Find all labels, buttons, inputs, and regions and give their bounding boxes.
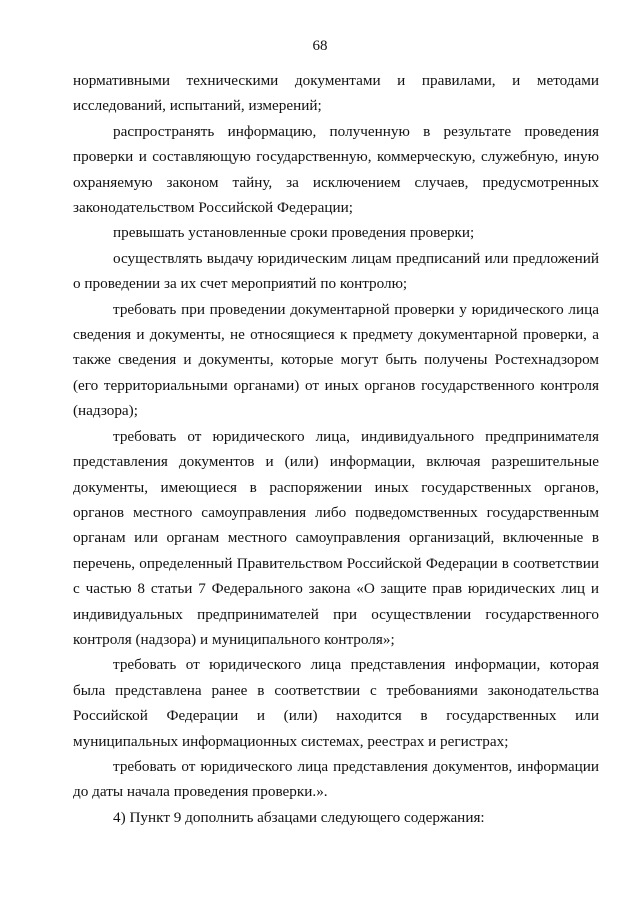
paragraph: требовать от юридического лица представления информации, которая была представлена ранее в соответствии с требованиями законодательства Российской Федерации и (или) находится в государственных или муниципальных информационных системах, реестрах и регистрах; — [73, 656, 599, 750]
paragraph: осуществлять выдачу юридическим лицам предписаний или предложений о проведении за их счет мероприятий по контролю; — [73, 249, 599, 293]
paragraph: превышать установленные сроки проведения проверки; — [113, 224, 475, 242]
document-body — [73, 68, 599, 830]
paragraph: распространять информацию, полученную в результате проведения проверки и составляющую государственную, коммерческую, служебную, иную охраняемую законом тайну, за исключением случаев, предусмотренных законодательством Российской Федерации; — [73, 122, 599, 217]
paragraph: требовать от юридического лица представления документов, информации до даты начала проведения проверки.». — [73, 757, 599, 801]
paragraph: требовать от юридического лица, индивидуального предпринимателя представления документов и (или) информации, включая разрешительные документы, имеющиеся в распоряжении иных государственных органов, органов местного самоуправления либо подведомственных государственным органам или органам местного самоуправления организаций, включенные в перечень, определенный Правительством Российской Федерации в соответствии с частью 8 статьи 7 Федерального закона «О защите прав юридических лиц и индивидуальных предпринимателей при осуществлении государственного контроля (надзора) и муниципального контроля»; — [73, 427, 599, 648]
page-number: 68 — [312, 38, 328, 54]
paragraph-continuation: нормативными техническими документами и правилами, и методами исследований, испытаний, измерений; — [73, 72, 599, 115]
paragraph: требовать при проведении документарной проверки у юридического лица сведения и документы, не относящиеся к предмету документарной проверки, а также сведения и документы, которые могут быть получены Ростехнадзором (его территориальными органами) от иных органов государственного контроля (надзора); — [73, 300, 599, 420]
paragraph-item-heading: 4) Пункт 9 дополнить абзацами следующего содержания: — [113, 808, 485, 826]
